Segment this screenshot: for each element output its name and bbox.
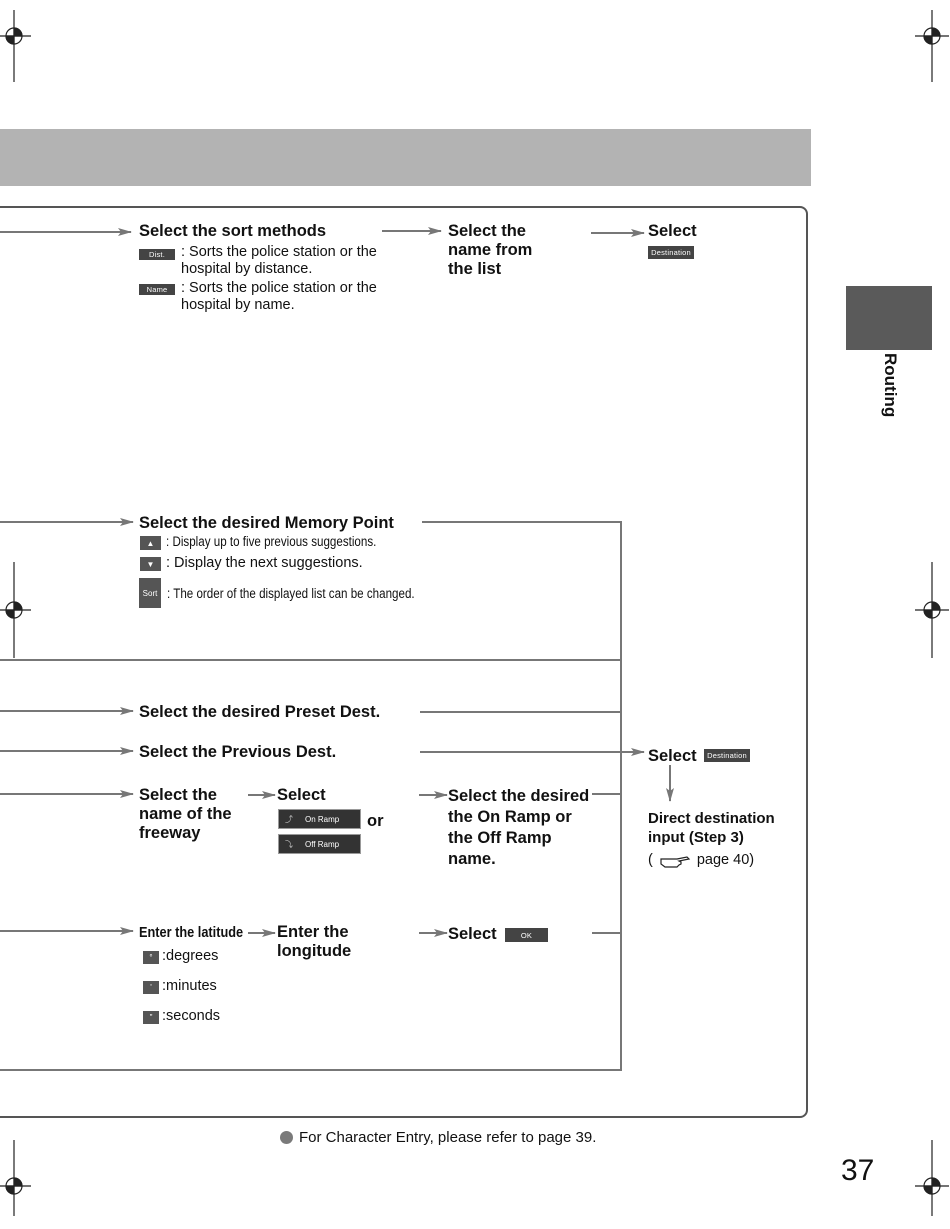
seconds-key-icon[interactable]: " [143,1011,159,1024]
page-down-description: : Display the next suggestions. [166,555,363,571]
latitude-heading: Enter the latitude [139,924,244,941]
ok-button[interactable]: OK [505,928,548,942]
footnote-text: For Character Entry, please refer to page 39. [299,1129,597,1146]
on-ramp-label: On Ramp [305,814,340,824]
minutes-label: :minutes [162,978,217,994]
or-label: or [367,812,384,830]
previous-heading: Select the Previous Dest. [139,743,337,761]
minutes-key-icon[interactable]: ' [143,981,159,994]
sort-heading: Select the sort methods [139,222,327,240]
name-sort-button[interactable]: Name [139,284,175,295]
off-ramp-icon: ⤵ [285,839,293,849]
on-ramp-icon: ⤴ [285,814,293,824]
select-destination-label-2: Select [648,747,697,765]
direct-destination-heading: Direct destination input (Step 3) [648,810,775,846]
page-up-icon[interactable]: ▲ [140,536,161,550]
destination-button-top[interactable]: Destination [648,246,694,259]
page-down-icon[interactable]: ▼ [140,557,161,571]
on-ramp-button[interactable] [278,809,361,829]
ref-text: page 40) [696,852,755,868]
seconds-label: :seconds [162,1008,221,1024]
footnote [280,1129,596,1146]
freeway-heading: Select the name of the freeway [139,786,232,842]
longitude-heading: Enter the longitude [277,923,352,960]
off-ramp-button[interactable] [278,834,361,854]
freeway-select-label: Select [277,786,326,804]
bullet-icon [280,1131,293,1144]
destination-button[interactable]: Destination [704,749,750,762]
ref-open: ( [648,852,653,868]
page-reference [648,852,754,869]
memory-heading: Select the desired Memory Point [139,514,394,532]
dist-button[interactable]: Dist. [139,249,175,260]
pointing-hand-icon [659,853,691,869]
off-ramp-label: Off Ramp [305,839,340,849]
side-tab-label: Routing [881,353,900,418]
page-up-description: : Display up to five previous suggestions. [166,534,377,549]
ramp-heading: Select the desired the On Ramp or the Off Ramp name. [448,787,590,868]
dist-description: : Sorts the police station or the hospital by distance. [181,244,377,277]
name-description: : Sorts the police station or the hospital by name. [181,280,377,313]
sort-description: : The order of the displayed list can be changed. [167,586,415,601]
preset-heading: Select the desired Preset Dest. [139,703,381,721]
coords-select-label: Select [448,925,497,943]
sort-button[interactable]: Sort [139,578,161,608]
name-list-heading: Select the name from the list [448,222,533,278]
degrees-key-icon[interactable]: ° [143,951,159,964]
select-destination-label: Select [648,222,697,240]
degrees-label: :degrees [162,948,219,964]
page-number: 37 [841,1154,875,1187]
